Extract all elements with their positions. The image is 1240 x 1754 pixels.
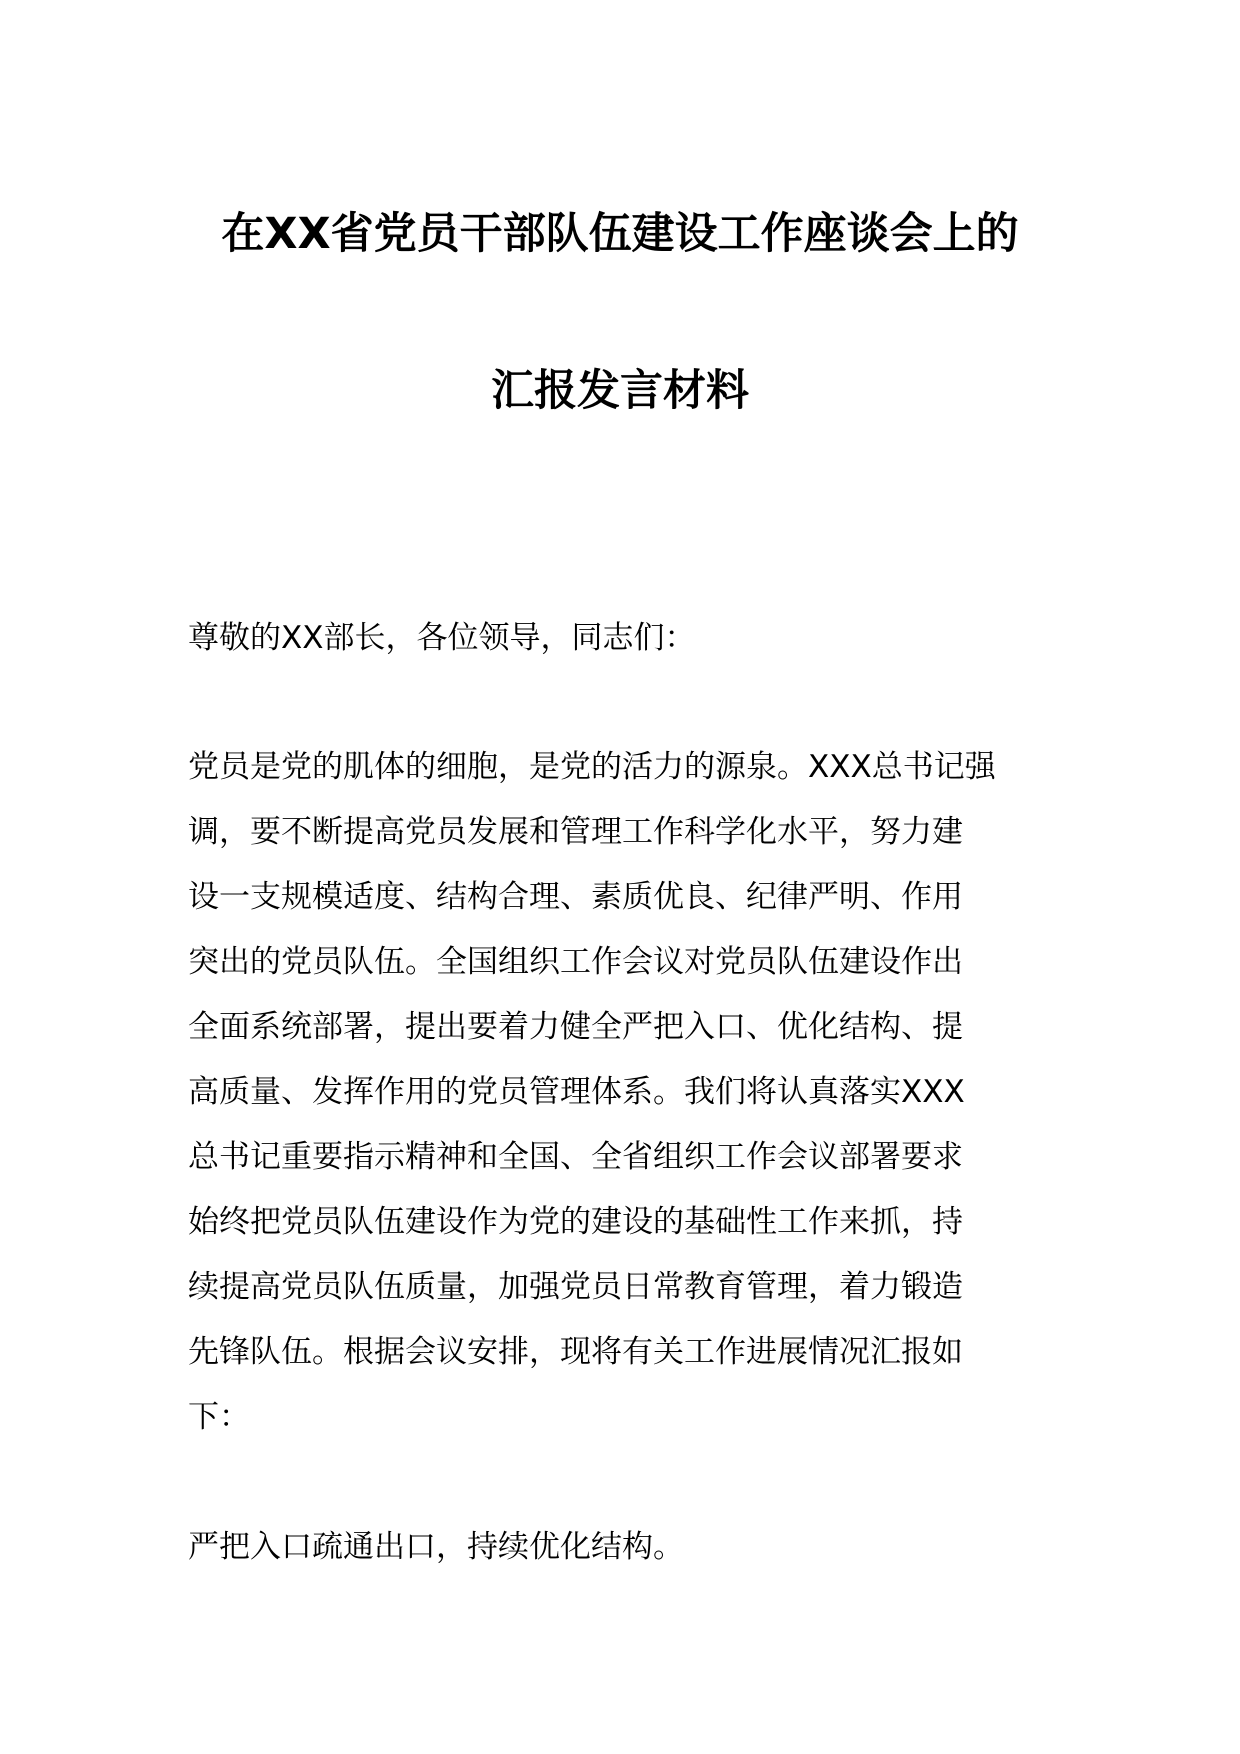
- paragraph-line: 先锋队伍。根据会议安排，现将有关工作进展情况汇报如: [188, 1334, 963, 1370]
- document-title-line-2: 汇报发言材料: [491, 366, 749, 416]
- paragraph-line: 突出的党员队伍。全国组织工作会议对党员队伍建设作出: [188, 944, 963, 980]
- paragraph-line: 设一支规模适度、结构合理、素质优良、纪律严明、作用: [188, 879, 963, 915]
- paragraph-line: 党员是党的肌体的细胞，是党的活力的源泉。XXX总书记强: [188, 749, 996, 785]
- paragraph-line: 全面系统部署，提出要着力健全严把入口、优化结构、提: [188, 1009, 963, 1045]
- paragraph-line: 调，要不断提高党员发展和管理工作科学化水平，努力建: [188, 814, 963, 850]
- paragraph-line: 始终把党员队伍建设作为党的建设的基础性工作来抓，持: [188, 1204, 963, 1240]
- paragraph-line: 高质量、发挥作用的党员管理体系。我们将认真落实XXX: [188, 1074, 965, 1110]
- intro-paragraph: [188, 735, 1060, 1450]
- paragraph-line: 下：: [188, 1399, 250, 1435]
- paragraph-line: 总书记重要指示精神和全国、全省组织工作会议部署要求: [188, 1139, 963, 1175]
- salutation: 尊敬的XX部长，各位领导，同志们：: [188, 620, 696, 656]
- paragraph-line: 续提高党员队伍质量，加强党员日常教育管理，着力锻造: [188, 1269, 963, 1305]
- section-heading: 严把入口疏通出口，持续优化结构。: [188, 1529, 684, 1565]
- document-title-line-1: 在XX省党员干部队伍建设工作座谈会上的: [221, 209, 1019, 259]
